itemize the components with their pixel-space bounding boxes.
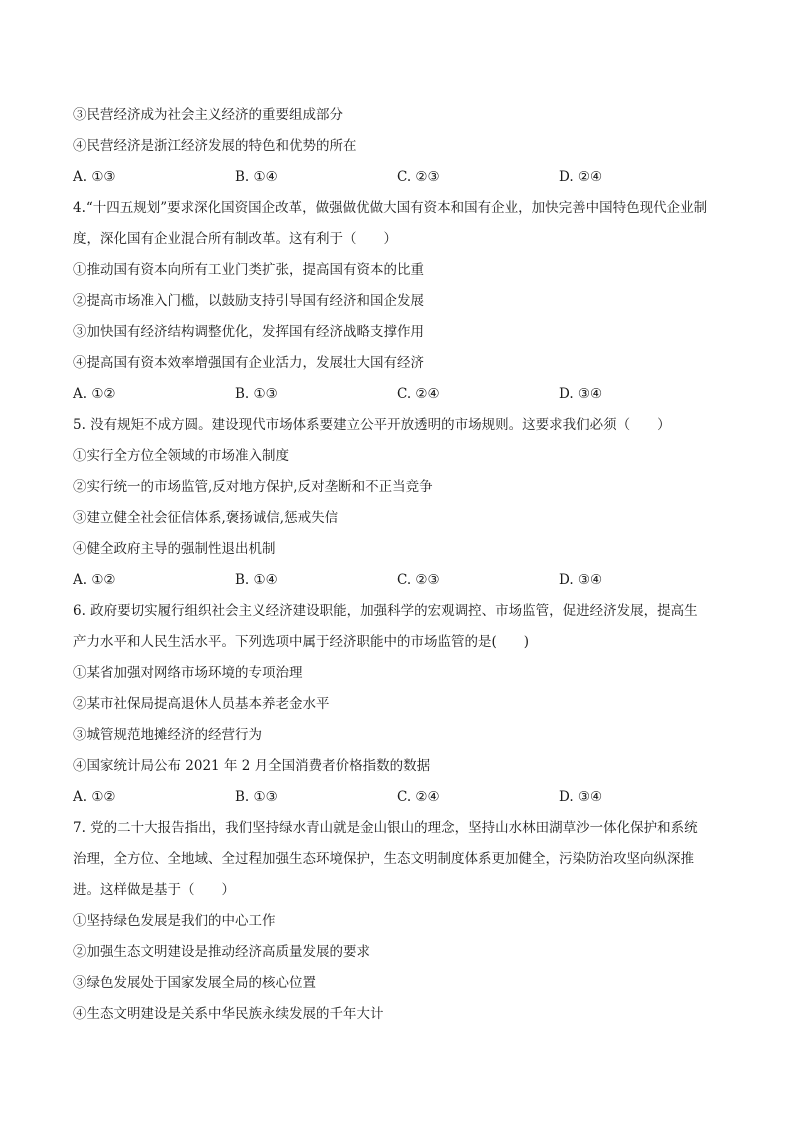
q5-answer-b: B. ①④: [235, 572, 278, 588]
q4-answer-c: C. ②④: [397, 386, 440, 402]
q4-option-4: ④提高国有资本效率增强国有企业活力，发展壮大国有经济: [73, 355, 424, 371]
q5-option-2: ②实行统一的市场监管,反对地方保护,反对垄断和不正当竞争: [73, 479, 433, 495]
q4-stem-line-1: 4.“十四五规划”要求深化国资国企改革，做强做优做大国有资本和国有企业，加快完善中国特色现代企业制: [73, 200, 708, 216]
q7-option-4: ④生态文明建设是关系中华民族永续发展的千年大计: [73, 1006, 384, 1022]
q6-option-2: ②某市社保局提高退休人员基本养老金水平: [73, 696, 330, 712]
q4-answer-choices: [73, 379, 723, 410]
q6-answer-d: D. ③④: [559, 789, 603, 805]
q6-option-3: ③城管规范地摊经济的经营行为: [73, 727, 262, 743]
q3-answer-c: C. ②③: [397, 169, 440, 185]
q7-stem-line-1: 7. 党的二十大报告指出，我们坚持绿水青山就是金山银山的理念，坚持山水林田湖草沙一体化保护和系统: [73, 820, 698, 836]
q5-answer-d: D. ③④: [559, 572, 603, 588]
q7-option-1: ①坚持绿色发展是我们的中心工作: [73, 913, 276, 929]
q6-answer-choices: [73, 782, 723, 813]
q3-answer-choices: [73, 162, 723, 193]
q5-answer-c: C. ②③: [397, 572, 440, 588]
q4-option-2: ②提高市场准入门槛，以鼓励支持引导国有经济和国企发展: [73, 293, 424, 309]
q5-option-3: ③建立健全社会征信体系,褒扬诚信,惩戒失信: [73, 510, 339, 526]
question-content: [73, 100, 723, 1030]
q5-stem-line-1: 5. 没有规矩不成方圆。建设现代市场体系要建立公平开放透明的市场规则。这要求我们必须（ ）: [73, 417, 671, 433]
q3-answer-a: A. ①③: [73, 169, 116, 185]
q5-option-4: ④健全政府主导的强制性退出机制: [73, 541, 276, 557]
q4-answer-b: B. ①③: [235, 386, 278, 402]
q7-option-2: ②加强生态文明建设是推动经济高质量发展的要求: [73, 944, 370, 960]
q7-option-3: ③绿色发展处于国家发展全局的核心位置: [73, 975, 316, 991]
q3-answer-d: D. ②④: [559, 169, 603, 185]
q6-answer-b: B. ①③: [235, 789, 278, 805]
q6-answer-a: A. ①②: [73, 789, 116, 805]
q6-answer-c: C. ②④: [397, 789, 440, 805]
q6-option-1: ①某省加强对网络市场环境的专项治理: [73, 665, 303, 681]
q7-stem-line-2: 治理，全方位、全地域、全过程加强生态环境保护，生态文明制度体系更加健全，污染防治攻坚向纵深推: [73, 851, 694, 867]
q4-option-1: ①推动国有资本向所有工业门类扩张，提高国有资本的比重: [73, 262, 424, 278]
q5-answer-a: A. ①②: [73, 572, 116, 588]
q3-option-4: ④民营经济是浙江经济发展的特色和优势的所在: [73, 138, 357, 154]
q4-answer-a: A. ①②: [73, 386, 116, 402]
q4-answer-d: D. ③④: [559, 386, 603, 402]
q5-option-1: ①实行全方位全领域的市场准入制度: [73, 448, 289, 464]
q4-stem-line-2: 度，深化国有企业混合所有制改革。这有利于（ ）: [73, 231, 397, 247]
q4-option-3: ③加快国有经济结构调整优化，发挥国有经济战略支撑作用: [73, 324, 424, 340]
q6-stem-line-1: 6. 政府要切实履行组织社会主义经济建设职能，加强科学的宏观调控、市场监管，促进经济发展，提高生: [73, 603, 698, 619]
q5-answer-choices: [73, 565, 723, 596]
q7-stem-line-3: 进。这样做是基于（ ）: [73, 882, 235, 898]
q3-answer-b: B. ①④: [235, 169, 278, 185]
q6-stem-line-2: 产力水平和人民生活水平。下列选项中属于经济职能中的市场监管的是( ): [73, 634, 530, 650]
q3-option-3: ③民营经济成为社会主义经济的重要组成部分: [73, 107, 343, 123]
q6-option-4: ④国家统计局公布 2021 年 2 月全国消费者价格指数的数据: [73, 758, 431, 774]
